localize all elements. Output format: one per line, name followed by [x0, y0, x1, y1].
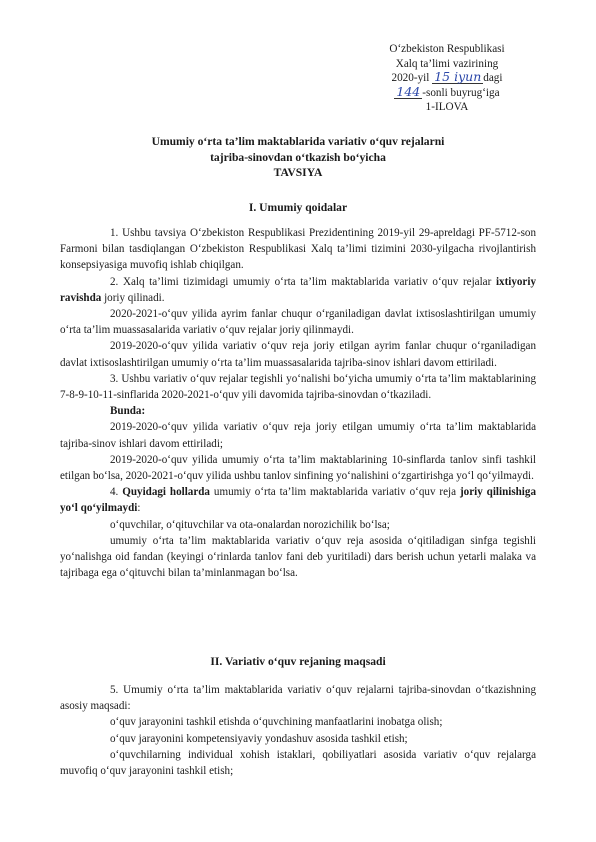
paragraph: 1. Ushbu tavsiya O‘zbekiston Respublikasi Prezidentining 2019-yil 29-apreldagi PF-5712-son Farmoni bilan tasdiqlangan O‘zbekiston Respublikasi Xalq ta’limi tizimini 2030-yilgacha rivojlantirish konsepsiyasiga muvofiq ishlab chiqilgan. [60, 227, 536, 272]
header-line-2: Xalq ta’limi vazirining [395, 57, 499, 70]
paragraph: 2019-2020-o‘quv yilida variativ o‘quv reja joriy etilgan umumiy o‘rta ta’lim maktablarida tajriba-sinov ishlari davom ettiriladi; [60, 421, 536, 450]
paragraph: 2020-2021-o‘quv yilida ayrim fanlar chuqur o‘rganiladigan davlat ixtisoslashtirilgan umumiy o‘rta ta’lim muassasalarida variativ o‘quv rejalar joriy qilinmaydi. [60, 308, 536, 337]
paragraph: 2019-2020-o‘quv yilida umumiy o‘rta ta’lim maktablarining 10-sinflarda tanlov sinfi tashkil etilgan bo‘lsa, 2020-2021-o‘quv yilida ushbu tanlov sinfining yo‘nalishini o‘zgartirishga yo‘l qo‘yilmaydi. [60, 453, 536, 483]
paragraph-text: umumiy o‘rta ta’lim maktablarida variativ o‘quv reja [209, 486, 460, 499]
paragraph: 2019-2020-o‘quv yilida variativ o‘quv reja joriy etilgan ayrim fanlar chuqur o‘rganiladigan davlat ixtisoslashtirilgan umumiy o‘rta ta’lim muassasalarida tajriba-sinov ishlari davom ettiriladi. [60, 340, 536, 369]
title-line-3: TAVSIYA [273, 166, 323, 179]
title-line-2: tajriba-sinovdan o‘tkazish bo‘yicha [210, 150, 386, 164]
handwritten-number: 144 [396, 83, 421, 99]
paragraph-emphasis: ixtiyoriy ravishda [60, 275, 536, 304]
paragraph: 3. Ushbu variativ o‘quv rejalar tegishli yo‘nalishi bo‘yicha umumiy o‘rta ta’lim maktablarining 7-8-9-10-11-sinflarida 2020-2021-o‘quv yili davomida tajriba-sinovdan o‘tkaziladi. [60, 372, 536, 402]
paragraph [60, 484, 536, 516]
paragraph-text: 2. Xalq ta’limi tizimidagi umumiy o‘rta ta’lim maktablarida variativ o‘quv rejalar [110, 275, 496, 288]
title-line-1: Umumiy o‘rta ta’lim maktablarida variativ o‘quv rejalarni [151, 135, 445, 148]
section-2-body [60, 682, 536, 779]
paragraph [60, 274, 536, 306]
paragraph: o‘quv jarayonini kompetensiyaviy yondashuv asosida tashkil etish; [110, 732, 408, 745]
handwritten-date: 15 iyun [434, 69, 482, 84]
paragraph: 5. Umumiy o‘rta ta’lim maktablarida variativ o‘quv rejalarni tajriba-sinovdan o‘tkazishning asosiy maqsadi: [60, 684, 536, 713]
paragraph-text: 4. [110, 486, 123, 499]
document-title [60, 134, 536, 181]
paragraph-emphasis: joriy qilinishiga yo‘l qo‘yilmaydi [60, 486, 536, 515]
header-line-1: O‘zbekiston Respublikasi [389, 43, 505, 55]
paragraph-text: : [137, 502, 141, 515]
approval-header [352, 42, 542, 115]
header-line-4 [352, 83, 542, 101]
paragraph: o‘quvchilar, o‘qituvchilar va ota-onalardan norozichilik bo‘lsa; [110, 518, 390, 531]
paragraph-bunda: Bunda: [110, 405, 146, 418]
section-1-heading: I. Umumiy qoidalar [248, 201, 348, 214]
paragraph-text: joriy qilinadi. [101, 291, 165, 304]
header-order-text: -sonli buyrug‘iga [422, 86, 500, 99]
header-line-5: 1-ILOVA [425, 101, 469, 113]
section-1-body [60, 225, 536, 581]
section-2-heading: II. Variativ o‘quv rejaning maqsadi [210, 655, 386, 668]
paragraph: o‘quvchilarning individual xohish istaklari, qobiliyatlari asosida variativ o‘quv rejalarga muvofiq o‘quv jarayonini tashkil etish; [60, 748, 536, 778]
paragraph-emphasis: Quyidagi hollarda [122, 486, 210, 499]
paragraph: o‘quv jarayonini tashkil etishda o‘quvchining manfaatlarini inobatga olish; [110, 716, 443, 729]
header-year: 2020-yil [391, 72, 430, 84]
header-dagi: dagi [483, 72, 503, 84]
header-line-3 [352, 71, 542, 86]
paragraph: umumiy o‘rta ta’lim maktablarida variativ o‘quv reja asosida o‘qitiladigan sinfga tegishli yo‘nalishga oid fandan (keyingi o‘rinlarda tanlov fani deb yuritiladi) dars berish uchun yetarli malaka va tajribaga ega o‘qituvchi bilan ta’minlanmagan bo‘lsa. [60, 534, 536, 580]
